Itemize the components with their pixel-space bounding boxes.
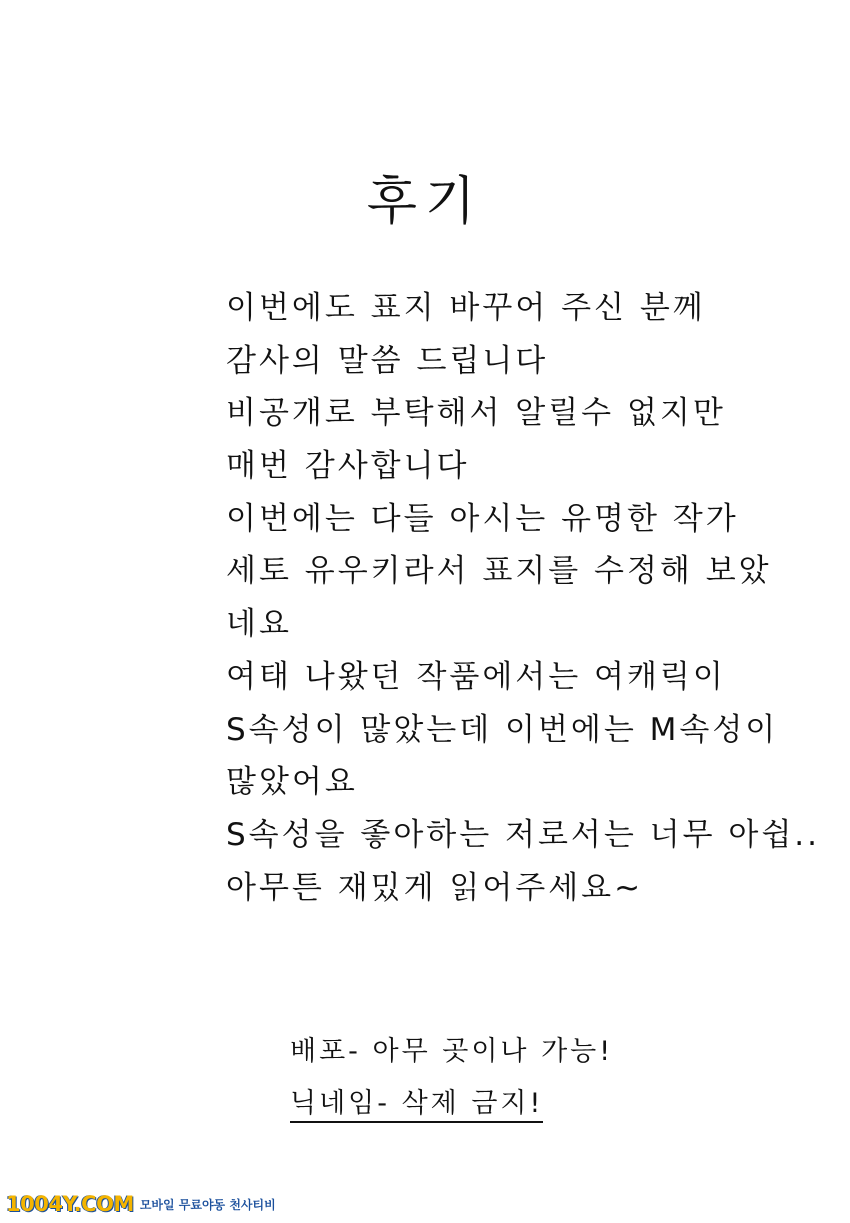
text-line: 네요: [226, 606, 292, 643]
text-line: 감사의 말씀 드립니다: [226, 342, 549, 379]
watermark-logo: 1004Y.COM: [6, 1192, 134, 1216]
text-line: S속성을 좋아하는 저로서는 너무 아쉽..: [226, 816, 820, 853]
text-line: 비공개로 부탁해서 알릴수 없지만: [226, 395, 726, 432]
text-line: 매번 감사합니다: [226, 448, 470, 485]
afterword-text: [226, 283, 820, 915]
site-watermark: [6, 1192, 276, 1216]
nickname-note-text: 닉네임- 삭제 금지!: [290, 1088, 543, 1123]
text-line: 세토 유우키라서 표지를 수정해 보았: [226, 553, 772, 590]
text-line: 많았어요: [226, 764, 358, 801]
text-line: 이번에는 다들 아시는 유명한 작가: [226, 500, 739, 537]
distribution-notes: [290, 1030, 613, 1134]
text-line: 아무튼 재밌게 읽어주세요~: [226, 869, 644, 906]
page-title: 후기: [366, 172, 484, 232]
nickname-note: [290, 1082, 613, 1134]
text-line: S속성이 많았는데 이번에는 M속성이: [226, 711, 779, 748]
watermark-text: 모바일 무료야동 천사티비: [139, 1197, 276, 1212]
distribution-note-text: 배포- 아무 곳이나 가능!: [290, 1036, 614, 1067]
text-line: 이번에도 표지 바꾸어 주신 분께: [226, 290, 706, 326]
distribution-note: [290, 1030, 613, 1082]
text-line: 여태 나왔던 작품에서는 여캐릭이: [226, 658, 726, 695]
